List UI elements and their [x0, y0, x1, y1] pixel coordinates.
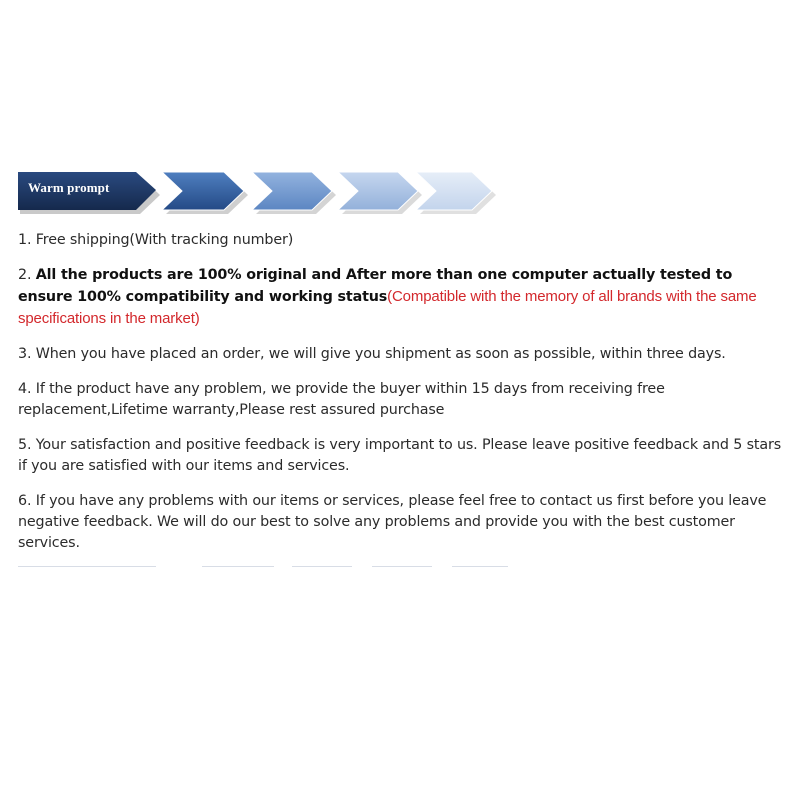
divider-segment: [202, 566, 274, 567]
divider-segment: [18, 566, 156, 567]
item-bold-text: All the products are 100% original and After more than one computer actually tested to ensure 100% compatibility and working status: [18, 267, 733, 305]
list-item-1: [18, 230, 783, 251]
item-text: If you have any problems with our items or services, please feel free to contact us first before you leave negative feedback. We will do our best to solve any problems and provide you with the best customer services.: [18, 493, 767, 551]
footer-divider: [0, 566, 800, 568]
list-item-2: [18, 265, 783, 330]
list-item-6: [18, 491, 783, 554]
item-number: 5.: [18, 437, 32, 453]
item-number: 4.: [18, 381, 32, 397]
item-text: When you have placed an order, we will give you shipment as soon as possible, within three days.: [35, 346, 726, 362]
item-number: 6.: [18, 493, 32, 509]
item-text: Your satisfaction and positive feedback is very important to us. Please leave positive feedback and 5 stars if you are satisfied with our items and services.: [18, 437, 781, 474]
warm-prompt-banner: [16, 168, 496, 216]
item-red-text: (Compatible with the memory of all brands with the same specifications in the market): [18, 288, 757, 327]
divider-segment: [292, 566, 352, 567]
list-item-3: [18, 344, 783, 365]
item-number: 2.: [18, 267, 32, 283]
item-number: 3.: [18, 346, 32, 362]
divider-segment: [372, 566, 432, 567]
divider-segment: [452, 566, 508, 567]
banner-title: Warm prompt: [28, 180, 110, 195]
item-number: 1.: [18, 232, 32, 248]
item-text: Free shipping(With tracking number): [35, 232, 294, 248]
notice-list: [18, 230, 783, 568]
list-item-4: [18, 379, 783, 421]
item-text: If the product have any problem, we provide the buyer within 15 days from receiving free replacement,Lifetime warranty,Please rest assured purchase: [18, 381, 665, 418]
list-item-5: [18, 435, 783, 477]
